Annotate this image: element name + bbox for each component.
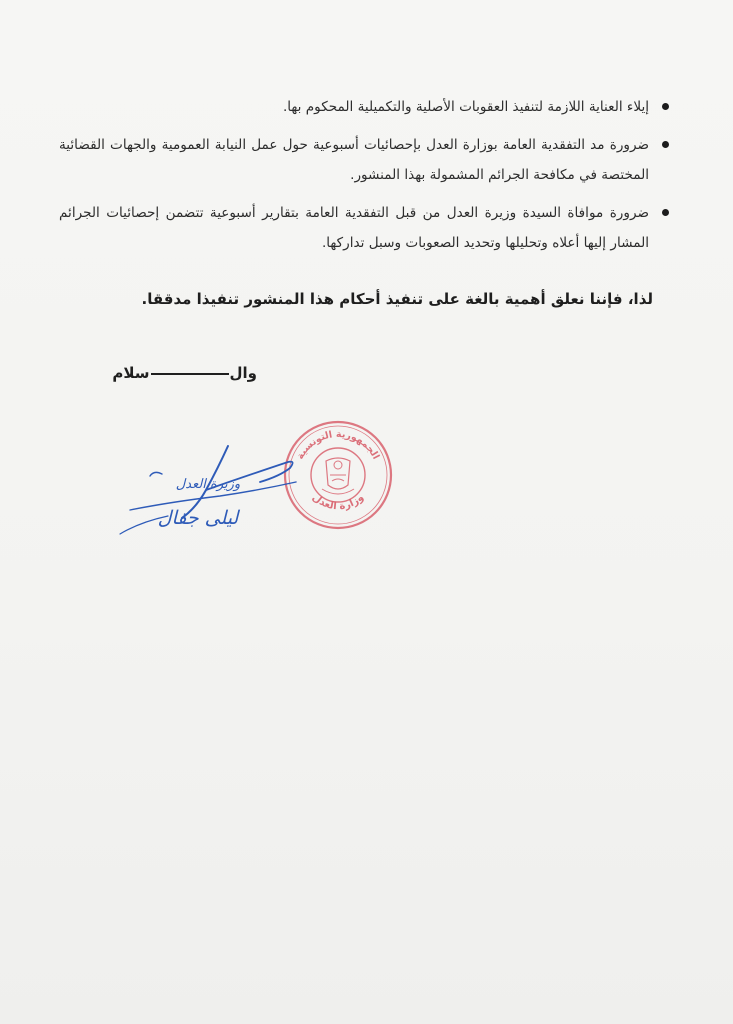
bullet-text: إيلاء العناية اللازمة لتنفيذ العقوبات الأصلية والتكميلية المحكوم بها. — [282, 99, 649, 115]
bullet-text: ضرورة مد التفقدية العامة بوزارة العدل بإحصائيات أسبوعية حول عمل النيابة العمومية والجهات القضائية المختصة في مكافحة الجرائم المشمولة بهذا المنشور. — [59, 137, 649, 183]
svg-text:وزارة العدل — [310, 492, 366, 512]
stamp-text-bottom: وزارة العدل — [309, 492, 367, 513]
bullet-text: ضرورة موافاة السيدة وزيرة العدل من قبل التفقدية العامة بتقارير أسبوعية تتضمن إحصائيات الجرائم المشار إليها أعلاه وتحليلها وتحديد الصعوبات وسبل تداركها. — [59, 205, 649, 251]
salutation — [112, 364, 257, 382]
signature-title: وزيرة العدل — [175, 477, 241, 492]
handwritten-signature-icon — [110, 438, 302, 538]
salutation-start: وال — [229, 364, 257, 382]
bullet-item — [59, 92, 671, 122]
bullet-list — [59, 92, 671, 266]
signature-name: ليلى جفال — [157, 507, 239, 529]
svg-text:الجمهورية التونسية — [295, 429, 381, 461]
bullet-item — [59, 198, 671, 258]
bullet-item — [59, 130, 671, 190]
salutation-end: سلام — [112, 364, 150, 382]
bullet-icon — [662, 141, 669, 148]
stamp-text-top: الجمهورية التونسية — [294, 428, 382, 462]
bullet-icon — [662, 103, 669, 110]
conclusion-paragraph: لذا، فإننا نعلق أهمية بالغة على تنفيذ أحكام هذا المنشور تنفيذا مدققا. — [141, 290, 653, 308]
kashida-stroke — [151, 373, 229, 375]
bullet-icon — [662, 209, 669, 216]
